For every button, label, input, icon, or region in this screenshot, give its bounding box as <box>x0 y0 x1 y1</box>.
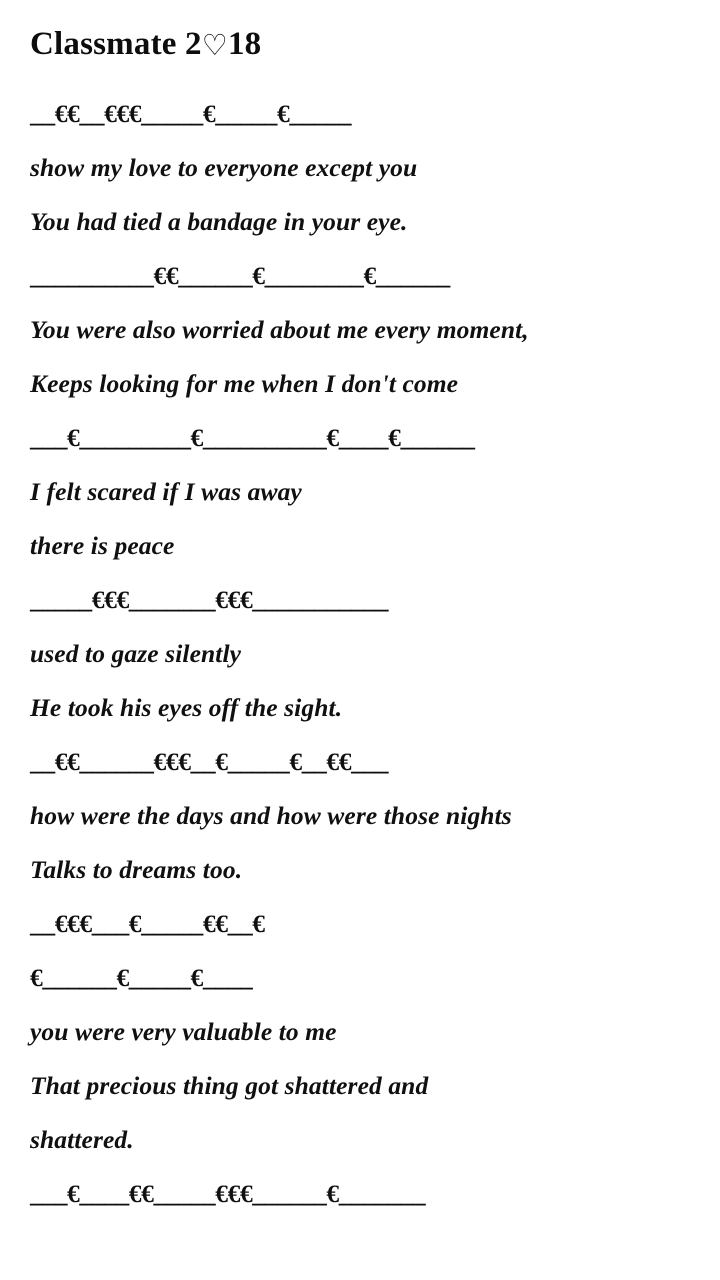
chord-line: __€€__€€€_____€_____€_____ <box>30 99 352 129</box>
chord-line: __________€€______€________€______ <box>30 261 450 291</box>
lyric-line: shattered. <box>30 1125 134 1155</box>
lyric-line: you were very valuable to me <box>30 1017 337 1047</box>
lyric-line: there is peace <box>30 531 175 561</box>
lyric-line: Keeps looking for me when I don't come <box>30 369 459 399</box>
chord-line: __€€______€€€__€_____€__€€___ <box>30 747 389 777</box>
lyric-line: You had tied a bandage in your eye. <box>30 207 408 237</box>
lyric-line: That precious thing got shattered and <box>30 1071 429 1101</box>
page-title <box>30 24 692 65</box>
lyric-line: show my love to everyone except you <box>30 153 418 183</box>
lyric-line: used to gaze silently <box>30 639 242 669</box>
chord-line: _____€€€_______€€€___________ <box>30 585 389 615</box>
lyrics-body <box>30 87 692 1221</box>
chord-line: __€€€___€_____€€__€ <box>30 909 265 939</box>
lyric-line: Talks to dreams too. <box>30 855 243 885</box>
lyric-line: I felt scared if I was away <box>30 477 302 507</box>
lyric-line: how were the days and how were those nights <box>30 801 512 831</box>
page-title-suffix: 18 <box>227 26 262 62</box>
lyric-line: You were also worried about me every moment, <box>30 315 529 345</box>
heart-icon: ♡ <box>201 30 228 62</box>
page-title-prefix: Classmate 2 <box>30 26 202 62</box>
chord-line: ___€_________€__________€____€______ <box>30 423 475 453</box>
chord-line: €______€_____€____ <box>30 963 253 993</box>
lyric-line: He took his eyes off the sight. <box>30 693 343 723</box>
chord-line: ___€____€€_____€€€______€_______ <box>30 1179 426 1209</box>
